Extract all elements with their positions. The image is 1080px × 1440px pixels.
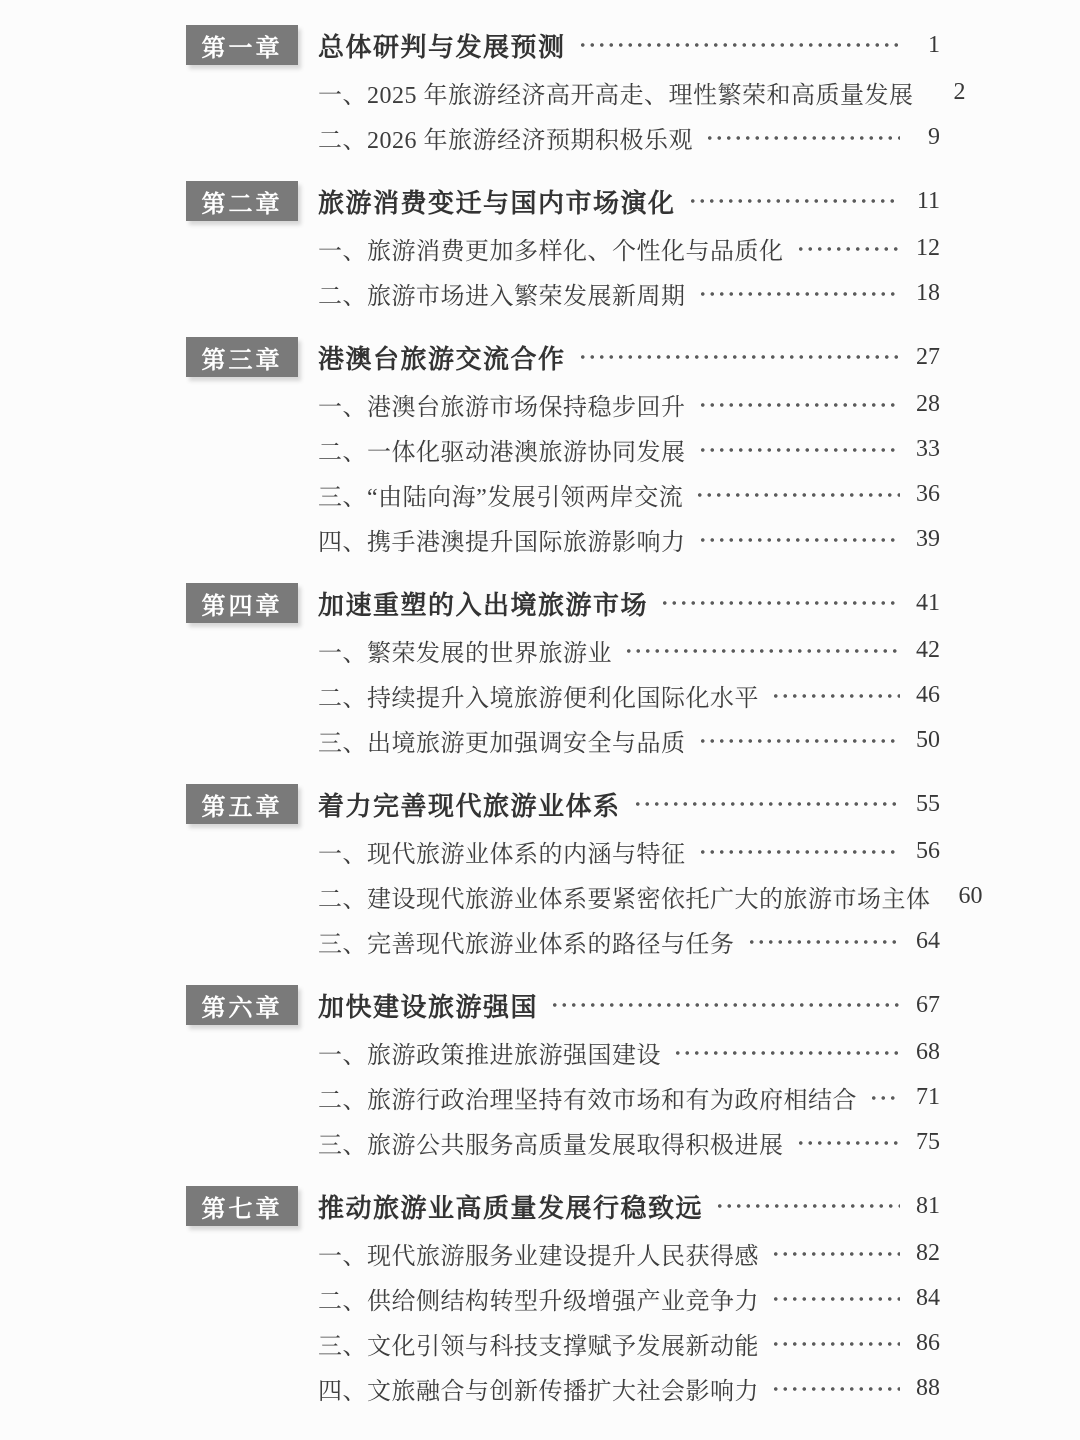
chapter-title: 总体研判与发展预测 — [318, 31, 566, 62]
toc-item-row — [318, 427, 940, 472]
chapter-page-number: 1 — [928, 31, 940, 58]
toc-item-label: 二、旅游市场进入繁荣发展新周期 — [318, 284, 686, 310]
chapter-title: 推动旅游业高质量发展行稳致远 — [318, 1192, 704, 1223]
dotted-leader — [673, 1050, 900, 1056]
chapter-number-badge — [186, 985, 298, 1025]
chapter-items — [186, 628, 940, 763]
toc-item-label: 一、现代旅游业体系的内涵与特征 — [318, 842, 686, 868]
dotted-leader — [698, 537, 901, 543]
chapter-items — [186, 1231, 940, 1411]
dotted-leader — [578, 354, 900, 360]
toc-item-row — [318, 226, 940, 271]
toc-chapter-row — [186, 178, 940, 224]
dotted-leader — [578, 42, 900, 48]
chapter-badge-label: 第二章 — [201, 190, 283, 218]
toc-item-label: 一、旅游政策推进旅游强国建设 — [318, 1043, 661, 1069]
dotted-leader — [771, 1386, 900, 1392]
toc-chapter-row — [186, 982, 940, 1028]
dotted-leader — [633, 801, 900, 807]
item-page-number: 82 — [916, 1240, 940, 1266]
toc-item-row — [318, 1321, 940, 1366]
item-page-number: 46 — [916, 682, 940, 708]
item-page-number: 86 — [916, 1330, 940, 1356]
chapter-badge-label: 第五章 — [201, 793, 283, 821]
dotted-leader — [715, 1203, 900, 1209]
toc-item-row — [318, 1075, 940, 1120]
chapter-number-badge — [186, 784, 298, 824]
toc-item-row — [318, 628, 940, 673]
chapter-title: 旅游消费变迁与国内市场演化 — [318, 187, 676, 218]
dotted-leader — [698, 447, 901, 453]
dotted-leader — [747, 939, 901, 945]
toc-chapter-row — [186, 334, 940, 380]
chapter-number-badge — [186, 583, 298, 623]
toc-item-label: 一、繁荣发展的世界旅游业 — [318, 641, 612, 667]
toc-item-row — [318, 673, 940, 718]
toc-item-label: 三、文化引领与科技支撑赋予发展新动能 — [318, 1334, 759, 1360]
dotted-leader — [698, 291, 901, 297]
toc-item-row — [318, 1366, 940, 1411]
dotted-leader — [695, 492, 900, 498]
toc-chapter — [186, 781, 983, 964]
chapter-badge-label: 第一章 — [201, 34, 283, 62]
toc-chapter — [186, 334, 940, 562]
table-of-contents — [186, 22, 983, 1411]
toc-item-label: 二、供给侧结构转型升级增强产业竞争力 — [318, 1289, 759, 1315]
toc-item-label: 二、持续提升入境旅游便利化国际化水平 — [318, 686, 759, 712]
chapter-badge-label: 第四章 — [201, 592, 283, 620]
dotted-leader — [660, 600, 900, 606]
chapter-items — [186, 382, 940, 562]
toc-item-row — [318, 718, 940, 763]
toc-item-row — [318, 1030, 940, 1075]
toc-item-row — [318, 382, 940, 427]
toc-item-row — [318, 829, 940, 874]
chapter-items — [186, 1030, 940, 1165]
toc-item-label: 四、携手港澳提升国际旅游影响力 — [318, 530, 686, 556]
chapter-page-number: 81 — [916, 1192, 940, 1219]
chapter-page-number: 55 — [916, 790, 940, 817]
chapter-number-badge — [186, 337, 298, 377]
toc-item-label: 一、现代旅游服务业建设提升人民获得感 — [318, 1244, 759, 1270]
dotted-leader — [705, 135, 900, 141]
toc-item-label: 三、“由陆向海”发展引领两岸交流 — [318, 485, 684, 511]
toc-item-row — [318, 70, 966, 115]
dotted-leader — [698, 402, 901, 408]
chapter-title: 加速重塑的入出境旅游市场 — [318, 589, 649, 620]
dotted-leader — [771, 1251, 900, 1257]
item-page-number: 28 — [916, 391, 940, 417]
dotted-leader — [796, 1140, 901, 1146]
toc-item-label: 二、2026 年旅游经济预期积极乐观 — [318, 128, 693, 154]
toc-item-label: 二、一体化驱动港澳旅游协同发展 — [318, 440, 686, 466]
chapter-number-badge — [186, 25, 298, 65]
dotted-leader — [771, 1296, 900, 1302]
item-page-number: 60 — [958, 883, 983, 909]
toc-item-label: 三、完善现代旅游业体系的路径与任务 — [318, 932, 735, 958]
item-page-number: 50 — [916, 727, 940, 753]
item-page-number: 9 — [928, 124, 940, 150]
toc-item-row — [318, 919, 940, 964]
item-page-number: 39 — [916, 526, 940, 552]
item-page-number: 42 — [916, 637, 940, 663]
item-page-number: 64 — [916, 928, 940, 954]
toc-chapter — [186, 1183, 940, 1411]
chapter-title: 港澳台旅游交流合作 — [318, 343, 566, 374]
toc-item-row — [318, 1231, 940, 1276]
toc-item-label: 一、2025 年旅游经济高开高走、理性繁荣和高质量发展 — [318, 83, 914, 109]
toc-item-row — [318, 517, 940, 562]
dotted-leader — [550, 1002, 900, 1008]
toc-chapter — [186, 22, 966, 160]
toc-chapter-row — [186, 1183, 940, 1229]
dotted-leader — [869, 1095, 900, 1101]
chapter-items — [186, 226, 940, 316]
item-page-number: 33 — [916, 436, 940, 462]
chapter-number-badge — [186, 181, 298, 221]
toc-item-label: 一、港澳台旅游市场保持稳步回升 — [318, 395, 686, 421]
item-page-number: 68 — [916, 1039, 940, 1065]
item-page-number: 88 — [916, 1375, 940, 1401]
chapter-page-number: 11 — [916, 187, 940, 214]
toc-item-row — [318, 1120, 940, 1165]
dotted-leader — [624, 648, 900, 654]
toc-chapter — [186, 982, 940, 1165]
chapter-badge-label: 第七章 — [201, 1195, 283, 1223]
toc-item-row — [318, 271, 940, 316]
dotted-leader — [698, 849, 901, 855]
toc-chapter-row — [186, 22, 940, 68]
toc-chapter-row — [186, 781, 940, 827]
toc-item-row — [318, 1276, 940, 1321]
item-page-number: 84 — [916, 1285, 940, 1311]
toc-item-label: 二、建设现代旅游业体系要紧密依托广大的旅游市场主体 — [318, 887, 931, 913]
toc-item-row — [318, 874, 983, 919]
chapter-items — [186, 829, 983, 964]
item-page-number: 36 — [916, 481, 940, 507]
toc-item-row — [318, 472, 940, 517]
toc-chapter — [186, 178, 940, 316]
chapter-badge-label: 第三章 — [201, 346, 283, 374]
chapter-title: 加快建设旅游强国 — [318, 991, 539, 1022]
chapter-badge-label: 第六章 — [201, 994, 283, 1022]
toc-item-label: 三、旅游公共服务高质量发展取得积极进展 — [318, 1133, 784, 1159]
chapter-number-badge — [186, 1186, 298, 1226]
toc-item-label: 三、出境旅游更加强调安全与品质 — [318, 731, 686, 757]
toc-item-row — [318, 115, 940, 160]
dotted-leader — [771, 693, 900, 699]
dotted-leader — [698, 738, 901, 744]
item-page-number: 2 — [953, 79, 966, 105]
toc-item-label: 二、旅游行政治理坚持有效市场和有为政府相结合 — [318, 1088, 857, 1114]
toc-item-label: 四、文旅融合与创新传播扩大社会影响力 — [318, 1379, 759, 1405]
item-page-number: 18 — [916, 280, 940, 306]
dotted-leader — [771, 1341, 900, 1347]
toc-item-label: 一、旅游消费更加多样化、个性化与品质化 — [318, 239, 784, 265]
item-page-number: 12 — [916, 235, 940, 261]
dotted-leader — [796, 246, 901, 252]
item-page-number: 56 — [916, 838, 940, 864]
toc-chapter-row — [186, 580, 940, 626]
item-page-number: 75 — [916, 1129, 940, 1155]
chapter-page-number: 41 — [916, 589, 940, 616]
chapter-page-number: 67 — [916, 991, 940, 1018]
dotted-leader — [688, 198, 900, 204]
item-page-number: 71 — [916, 1084, 940, 1110]
chapter-items — [186, 70, 966, 160]
chapter-page-number: 27 — [916, 343, 940, 370]
toc-chapter — [186, 580, 940, 763]
chapter-title: 着力完善现代旅游业体系 — [318, 790, 621, 821]
